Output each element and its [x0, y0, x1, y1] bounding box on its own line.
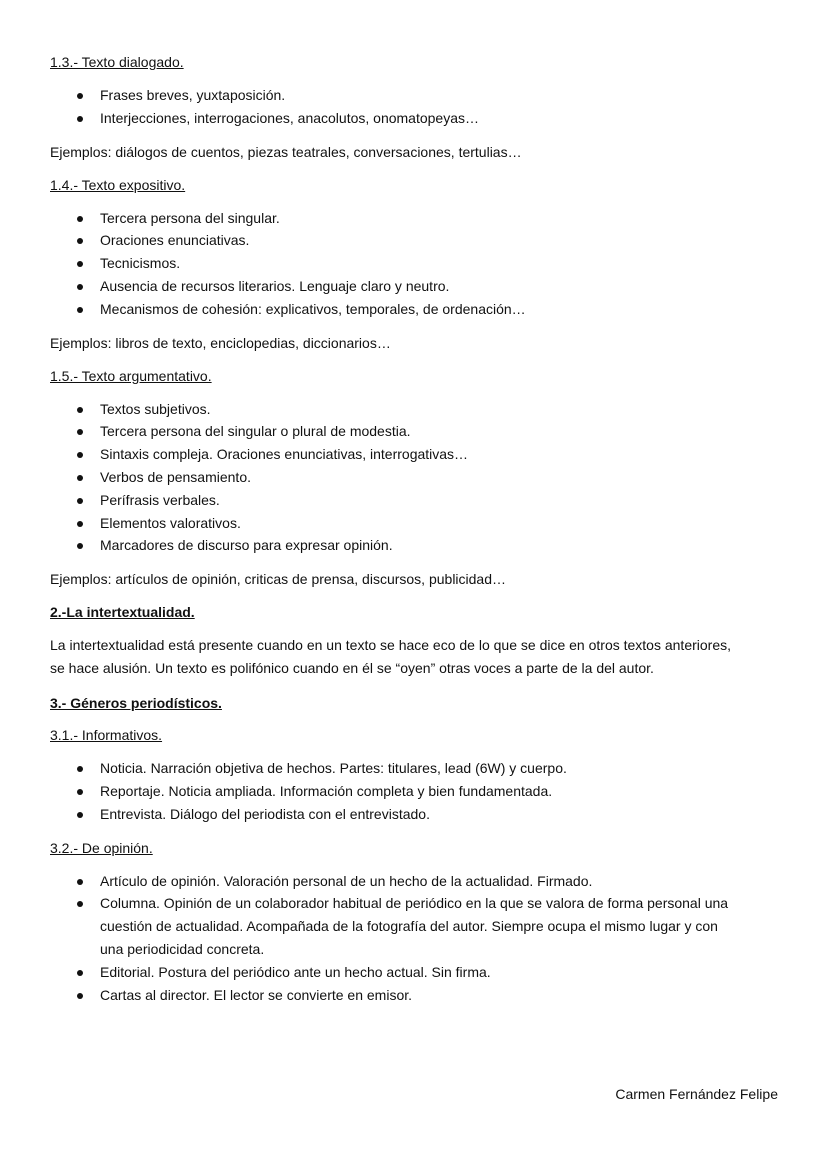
section-heading-1-5: 1.5.- Texto argumentativo. — [50, 367, 212, 384]
list-item-text: Tercera persona del singular o plural de modestia. — [100, 423, 411, 440]
list-item-text: Tecnicismos. — [100, 255, 181, 272]
list-item-line: una periodicidad concreta. — [100, 940, 265, 957]
list-item-text: Textos subjetivos. — [100, 400, 211, 417]
list-item-line: cuestión de actualidad. Acompañada de la fotografía del autor. Siempre ocupa el mismo lugar y con — [100, 918, 718, 935]
examples-paragraph-1-4: Ejemplos: libros de texto, enciclopedias, diccionarios… — [50, 334, 391, 351]
bullet-dot-icon — [77, 901, 83, 907]
bullet-dot-icon — [77, 116, 83, 122]
list-item — [50, 534, 780, 557]
list-item-text: Perífrasis verbales. — [100, 491, 220, 508]
list-item-text: Reportaje. Noticia ampliada. Información completa y bien fundamentada. — [100, 782, 553, 799]
bullet-dot-icon — [77, 238, 83, 244]
bullet-list-1-5 — [50, 398, 780, 558]
bullet-dot-icon — [77, 812, 83, 818]
bullet-dot-icon — [77, 307, 83, 313]
bullet-list-3-1 — [50, 757, 780, 825]
list-item — [50, 84, 780, 107]
list-item — [50, 298, 780, 321]
list-item — [50, 398, 780, 421]
list-item-text: Frases breves, yuxtaposición. — [100, 87, 286, 103]
bullet-dot-icon — [77, 521, 83, 527]
section-heading-3: 3.- Géneros periodísticos. — [50, 695, 222, 712]
list-item-text: Sintaxis compleja. Oraciones enunciativas, interrogativas… — [100, 446, 469, 463]
list-item-text: Noticia. Narración objetiva de hechos. Partes: titulares, lead (6W) y cuerpo. — [100, 760, 567, 777]
footer-author: Carmen Fernández Felipe — [615, 1086, 778, 1102]
bullet-list-1-4 — [50, 207, 780, 321]
section-heading-3-1: 3.1.- Informativos. — [50, 727, 163, 744]
list-item-line: Columna. Opinión de un colaborador habitual de periódico en la que se valora de forma personal una — [100, 895, 729, 912]
list-item-text: Editorial. Postura del periódico ante un hecho actual. Sin firma. — [100, 963, 491, 980]
bullet-dot-icon — [77, 452, 83, 458]
list-item — [50, 466, 780, 489]
bullet-dot-icon — [77, 970, 83, 976]
examples-paragraph-1-5: Ejemplos: artículos de opinión, criticas de prensa, discursos, publicidad… — [50, 571, 507, 588]
bullet-dot-icon — [77, 498, 83, 504]
bullet-dot-icon — [77, 261, 83, 267]
bullet-dot-icon — [77, 475, 83, 481]
list-item — [50, 275, 780, 298]
list-item-text: Verbos de pensamiento. — [100, 468, 251, 485]
bullet-list-3-2 — [50, 870, 780, 1007]
bullet-dot-icon — [77, 789, 83, 795]
bullet-dot-icon — [77, 284, 83, 290]
list-item — [50, 803, 780, 826]
list-item-text: Elementos valorativos. — [100, 514, 241, 531]
section-heading-2: 2.-La intertextualidad. — [50, 604, 195, 621]
list-item — [50, 252, 780, 275]
list-item — [50, 489, 780, 512]
section-heading-1-3: 1.3.- Texto dialogado. — [50, 54, 184, 70]
list-item-text: Tercera persona del singular. — [100, 209, 280, 226]
list-item — [50, 207, 780, 230]
list-item-text: Interjecciones, interrogaciones, anacolutos, onomatopeyas… — [100, 109, 479, 126]
list-item-text: Cartas al director. El lector se convierte en emisor. — [100, 986, 413, 1003]
bullet-dot-icon — [77, 93, 83, 99]
list-item-text: Entrevista. Diálogo del periodista con el entrevistado. — [100, 805, 430, 822]
list-item-text: Oraciones enunciativas. — [100, 232, 250, 249]
list-item — [50, 780, 780, 803]
list-item — [50, 892, 780, 960]
paragraph-line: La intertextualidad está presente cuando en un texto se hace eco de lo que se dice en otros textos anteriores, — [50, 637, 732, 654]
list-item-text: Artículo de opinión. Valoración personal de un hecho de la actualidad. Firmado. — [100, 872, 593, 889]
examples-paragraph-1-3: Ejemplos: diálogos de cuentos, piezas teatrales, conversaciones, tertulias… — [50, 143, 522, 160]
bullet-dot-icon — [77, 429, 83, 435]
section-heading-3-2: 3.2.- De opinión. — [50, 839, 153, 856]
list-item — [50, 961, 780, 984]
list-item — [50, 512, 780, 535]
list-item — [50, 870, 780, 893]
list-item-text: Mecanismos de cohesión: explicativos, temporales, de ordenación… — [100, 300, 526, 317]
bullet-dot-icon — [77, 766, 83, 772]
list-item — [50, 229, 780, 252]
document-page — [50, 52, 780, 1018]
paragraph-line: se hace alusión. Un texto es polifónico cuando en él se “oyen” otras voces a parte de la del autor. — [50, 660, 654, 677]
bullet-dot-icon — [77, 216, 83, 222]
bullet-dot-icon — [77, 879, 83, 885]
list-item-text: Marcadores de discurso para expresar opinión. — [100, 537, 393, 554]
list-item — [50, 420, 780, 443]
list-item-text: Ausencia de recursos literarios. Lenguaje claro y neutro. — [100, 277, 450, 294]
section-heading-1-4: 1.4.- Texto expositivo. — [50, 176, 186, 193]
bullet-dot-icon — [77, 543, 83, 549]
list-item — [50, 757, 780, 780]
intertextuality-paragraph — [50, 634, 780, 680]
bullet-list-1-3 — [50, 84, 780, 130]
bullet-dot-icon — [77, 407, 83, 413]
list-item — [50, 984, 780, 1007]
list-item — [50, 107, 780, 130]
bullet-dot-icon — [77, 993, 83, 999]
list-item — [50, 443, 780, 466]
